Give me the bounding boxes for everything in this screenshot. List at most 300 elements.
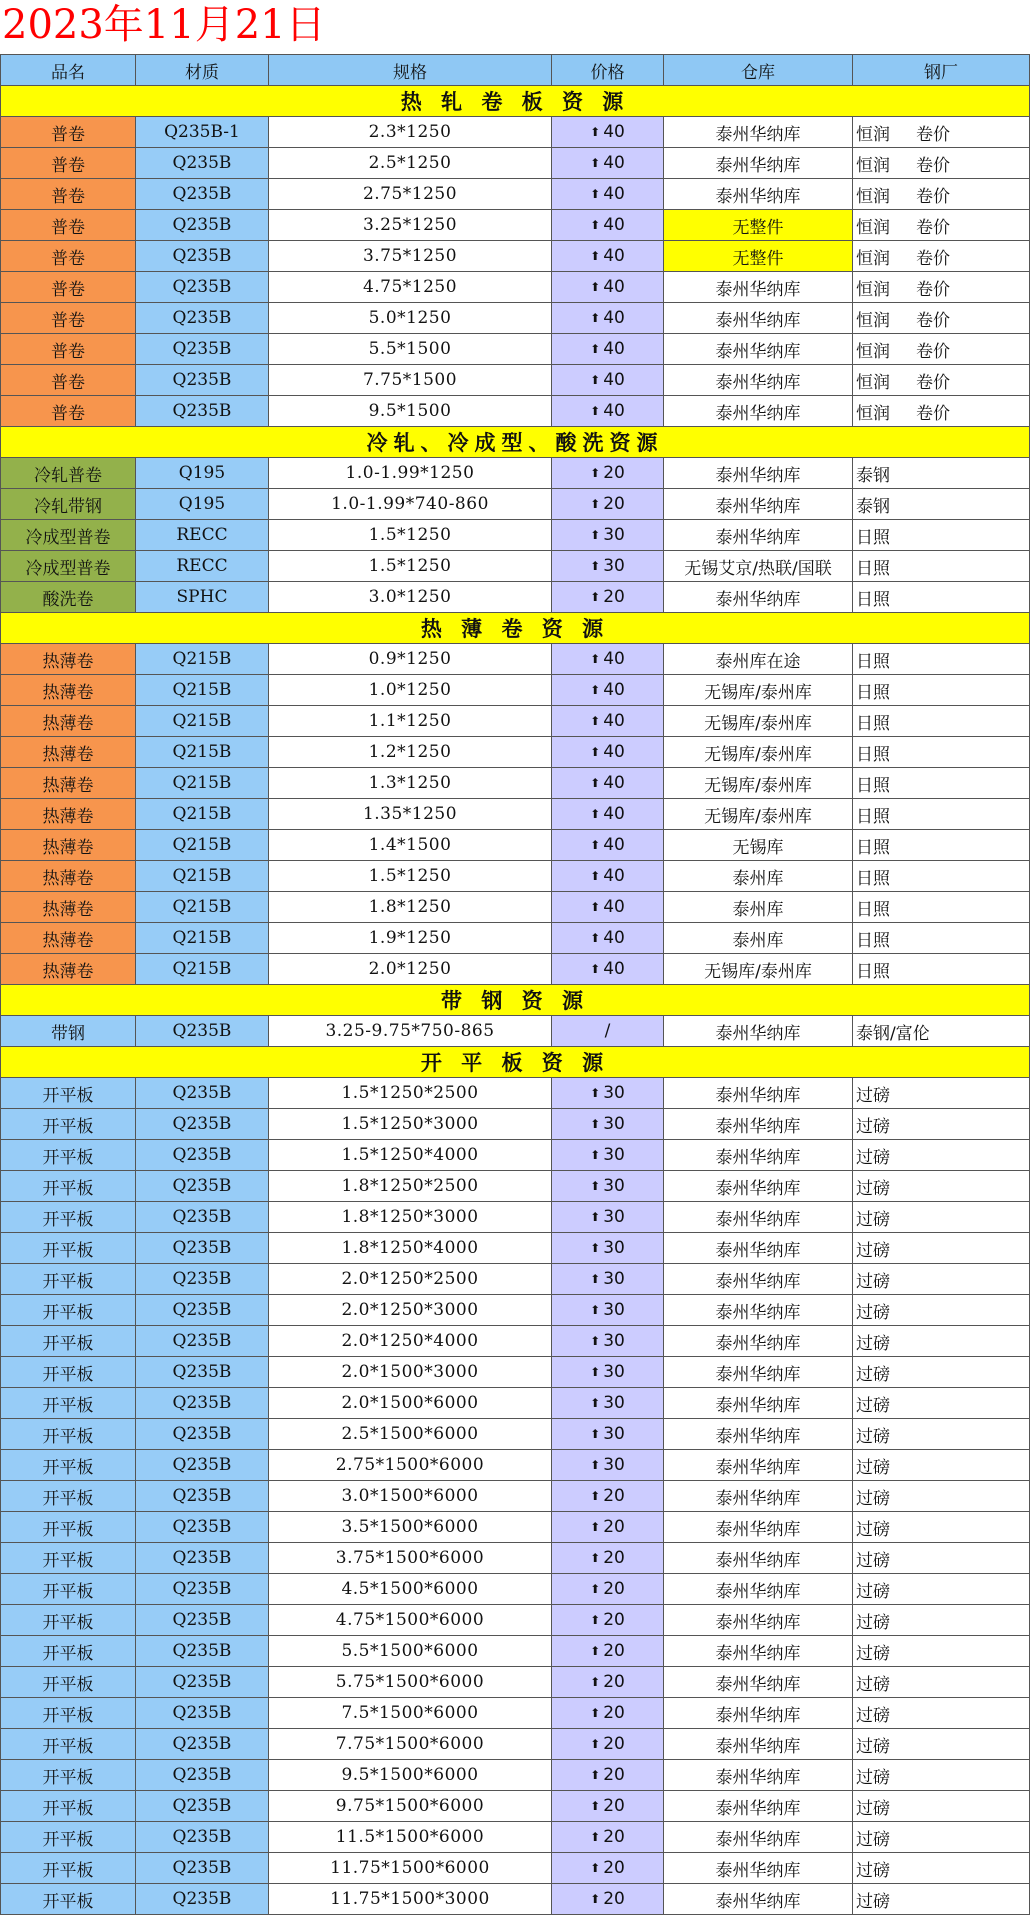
spec-cell: 5.5*1500 bbox=[269, 334, 552, 365]
warehouse-cell: 泰州华纳库 bbox=[664, 1295, 853, 1326]
material-cell: Q195 bbox=[136, 489, 269, 520]
table-row bbox=[1, 1760, 1030, 1791]
mill-name: 过磅 bbox=[856, 1581, 890, 1602]
section-title: 开 平 板 资 源 bbox=[1, 1047, 1030, 1078]
spec-cell: 4.75*1500*6000 bbox=[269, 1605, 552, 1636]
mill-name: 过磅 bbox=[856, 1271, 890, 1292]
material-cell: Q235B bbox=[136, 396, 269, 427]
material-cell: Q235B bbox=[136, 1853, 269, 1884]
up-arrow-icon: ⬆ bbox=[590, 1892, 601, 1906]
product-name-cell: 开平板 bbox=[1, 1636, 136, 1667]
price-change-value: 30 bbox=[603, 1145, 625, 1165]
table-row bbox=[1, 1078, 1030, 1109]
up-arrow-icon: ⬆ bbox=[590, 1737, 601, 1751]
table-row bbox=[1, 1636, 1030, 1667]
price-change-value: / bbox=[604, 1021, 611, 1041]
warehouse-cell: 泰州华纳库 bbox=[664, 1698, 853, 1729]
price-type-note: 卷价 bbox=[916, 186, 950, 207]
material-cell: Q235B bbox=[136, 1171, 269, 1202]
spec-cell: 3.5*1500*6000 bbox=[269, 1512, 552, 1543]
table-row bbox=[1, 1016, 1030, 1047]
warehouse-cell: 无整件 bbox=[664, 210, 853, 241]
price-change-cell bbox=[552, 458, 664, 489]
mill-cell bbox=[853, 954, 1030, 985]
spec-cell: 2.0*1250*2500 bbox=[269, 1264, 552, 1295]
up-arrow-icon: ⬆ bbox=[590, 187, 601, 201]
product-name-cell: 开平板 bbox=[1, 1698, 136, 1729]
spec-cell: 1.5*1250 bbox=[269, 551, 552, 582]
up-arrow-icon: ⬆ bbox=[590, 900, 601, 914]
mill-cell bbox=[853, 923, 1030, 954]
warehouse-cell: 泰州华纳库 bbox=[664, 1202, 853, 1233]
header-price: 价格 bbox=[552, 55, 664, 86]
price-change-cell bbox=[552, 210, 664, 241]
table-row bbox=[1, 1202, 1030, 1233]
header-material: 材质 bbox=[136, 55, 269, 86]
up-arrow-icon: ⬆ bbox=[590, 497, 601, 511]
warehouse-cell: 泰州华纳库 bbox=[664, 1636, 853, 1667]
mill-name: 恒润 bbox=[856, 248, 890, 269]
price-change-value: 20 bbox=[603, 1858, 625, 1878]
warehouse-cell: 泰州华纳库 bbox=[664, 1264, 853, 1295]
price-change-value: 40 bbox=[603, 959, 625, 979]
spec-cell: 1.0*1250 bbox=[269, 675, 552, 706]
table-row bbox=[1, 551, 1030, 582]
mill-cell bbox=[853, 1884, 1030, 1915]
price-change-cell bbox=[552, 520, 664, 551]
price-change-cell bbox=[552, 799, 664, 830]
warehouse-cell: 泰州华纳库 bbox=[664, 1605, 853, 1636]
section-header-row bbox=[1, 985, 1030, 1016]
mill-name: 过磅 bbox=[856, 1302, 890, 1323]
price-table bbox=[0, 54, 1030, 1915]
price-change-value: 20 bbox=[603, 1548, 625, 1568]
up-arrow-icon: ⬆ bbox=[590, 714, 601, 728]
table-row bbox=[1, 1326, 1030, 1357]
table-row bbox=[1, 1109, 1030, 1140]
price-type-note: 卷价 bbox=[916, 403, 950, 424]
up-arrow-icon: ⬆ bbox=[590, 776, 601, 790]
warehouse-cell: 泰州华纳库 bbox=[664, 1667, 853, 1698]
price-change-cell bbox=[552, 1171, 664, 1202]
up-arrow-icon: ⬆ bbox=[590, 218, 601, 232]
warehouse-cell: 泰州华纳库 bbox=[664, 1512, 853, 1543]
price-change-cell bbox=[552, 644, 664, 675]
mill-name: 日照 bbox=[856, 744, 890, 765]
mill-name: 过磅 bbox=[856, 1240, 890, 1261]
table-row bbox=[1, 458, 1030, 489]
mill-name: 过磅 bbox=[856, 1457, 890, 1478]
table-row bbox=[1, 303, 1030, 334]
warehouse-cell: 泰州华纳库 bbox=[664, 1078, 853, 1109]
mill-cell bbox=[853, 551, 1030, 582]
material-cell: Q235B bbox=[136, 1233, 269, 1264]
spec-cell: 1.5*1250 bbox=[269, 520, 552, 551]
material-cell: Q235B bbox=[136, 1016, 269, 1047]
table-row bbox=[1, 1822, 1030, 1853]
price-change-value: 40 bbox=[603, 277, 625, 297]
up-arrow-icon: ⬆ bbox=[590, 1117, 601, 1131]
mill-name: 日照 bbox=[856, 868, 890, 889]
mill-cell bbox=[853, 1171, 1030, 1202]
spec-cell: 5.5*1500*6000 bbox=[269, 1636, 552, 1667]
product-name-cell: 开平板 bbox=[1, 1078, 136, 1109]
mill-name: 恒润 bbox=[856, 372, 890, 393]
table-row bbox=[1, 675, 1030, 706]
mill-name: 过磅 bbox=[856, 1767, 890, 1788]
product-name-cell: 普卷 bbox=[1, 303, 136, 334]
price-change-value: 20 bbox=[603, 1610, 625, 1630]
up-arrow-icon: ⬆ bbox=[590, 590, 601, 604]
header-name: 品名 bbox=[1, 55, 136, 86]
price-change-value: 20 bbox=[603, 587, 625, 607]
price-change-value: 40 bbox=[603, 897, 625, 917]
table-row bbox=[1, 892, 1030, 923]
product-name-cell: 开平板 bbox=[1, 1264, 136, 1295]
price-change-cell bbox=[552, 1760, 664, 1791]
material-cell: Q235B bbox=[136, 1109, 269, 1140]
mill-name: 恒润 bbox=[856, 403, 890, 424]
up-arrow-icon: ⬆ bbox=[590, 1644, 601, 1658]
mill-name: 日照 bbox=[856, 682, 890, 703]
product-name-cell: 热薄卷 bbox=[1, 737, 136, 768]
table-row bbox=[1, 644, 1030, 675]
mill-name: 过磅 bbox=[856, 1643, 890, 1664]
product-name-cell: 开平板 bbox=[1, 1326, 136, 1357]
price-change-value: 30 bbox=[603, 1269, 625, 1289]
warehouse-cell: 泰州华纳库 bbox=[664, 1543, 853, 1574]
price-change-cell bbox=[552, 1388, 664, 1419]
material-cell: Q195 bbox=[136, 458, 269, 489]
mill-name: 过磅 bbox=[856, 1550, 890, 1571]
price-type-note: 卷价 bbox=[916, 372, 950, 393]
product-name-cell: 开平板 bbox=[1, 1574, 136, 1605]
spec-cell: 1.0-1.99*1250 bbox=[269, 458, 552, 489]
price-change-value: 40 bbox=[603, 184, 625, 204]
mill-cell bbox=[853, 334, 1030, 365]
warehouse-cell: 泰州华纳库 bbox=[664, 334, 853, 365]
spec-cell: 1.8*1250*2500 bbox=[269, 1171, 552, 1202]
material-cell: Q235B bbox=[136, 1388, 269, 1419]
up-arrow-icon: ⬆ bbox=[590, 652, 601, 666]
warehouse-cell: 泰州华纳库 bbox=[664, 117, 853, 148]
price-change-value: 40 bbox=[603, 308, 625, 328]
mill-name: 日照 bbox=[856, 558, 890, 579]
warehouse-cell: 无锡库/泰州库 bbox=[664, 706, 853, 737]
product-name-cell: 开平板 bbox=[1, 1729, 136, 1760]
spec-cell: 1.3*1250 bbox=[269, 768, 552, 799]
product-name-cell: 开平板 bbox=[1, 1357, 136, 1388]
warehouse-cell: 泰州华纳库 bbox=[664, 1109, 853, 1140]
product-name-cell: 开平板 bbox=[1, 1450, 136, 1481]
spec-cell: 1.4*1500 bbox=[269, 830, 552, 861]
table-row bbox=[1, 861, 1030, 892]
spec-cell: 1.1*1250 bbox=[269, 706, 552, 737]
price-change-cell bbox=[552, 241, 664, 272]
price-change-cell bbox=[552, 1822, 664, 1853]
table-row bbox=[1, 923, 1030, 954]
price-change-cell bbox=[552, 768, 664, 799]
mill-cell bbox=[853, 241, 1030, 272]
material-cell: Q235B bbox=[136, 1450, 269, 1481]
price-change-value: 20 bbox=[603, 463, 625, 483]
price-change-value: 40 bbox=[603, 773, 625, 793]
material-cell: SPHC bbox=[136, 582, 269, 613]
up-arrow-icon: ⬆ bbox=[590, 1613, 601, 1627]
material-cell: Q215B bbox=[136, 768, 269, 799]
table-row bbox=[1, 520, 1030, 551]
product-name-cell: 普卷 bbox=[1, 365, 136, 396]
table-row bbox=[1, 117, 1030, 148]
material-cell: Q235B bbox=[136, 1884, 269, 1915]
up-arrow-icon: ⬆ bbox=[590, 1241, 601, 1255]
product-name-cell: 开平板 bbox=[1, 1667, 136, 1698]
price-change-value: 40 bbox=[603, 680, 625, 700]
mill-name: 过磅 bbox=[856, 1519, 890, 1540]
spec-cell: 3.0*1250 bbox=[269, 582, 552, 613]
price-change-value: 30 bbox=[603, 1424, 625, 1444]
warehouse-cell: 泰州华纳库 bbox=[664, 303, 853, 334]
warehouse-cell: 泰州华纳库 bbox=[664, 1760, 853, 1791]
warehouse-cell: 泰州华纳库 bbox=[664, 1171, 853, 1202]
price-type-note: 卷价 bbox=[916, 155, 950, 176]
warehouse-cell: 泰州华纳库 bbox=[664, 1357, 853, 1388]
mill-name: 过磅 bbox=[856, 1116, 890, 1137]
mill-name: 过磅 bbox=[856, 1674, 890, 1695]
mill-name: 泰钢 bbox=[856, 465, 890, 486]
warehouse-cell: 泰州华纳库 bbox=[664, 1574, 853, 1605]
mill-name: 日照 bbox=[856, 713, 890, 734]
product-name-cell: 热薄卷 bbox=[1, 675, 136, 706]
up-arrow-icon: ⬆ bbox=[590, 1489, 601, 1503]
up-arrow-icon: ⬆ bbox=[590, 1365, 601, 1379]
up-arrow-icon: ⬆ bbox=[590, 931, 601, 945]
spec-cell: 2.0*1250*3000 bbox=[269, 1295, 552, 1326]
table-row bbox=[1, 179, 1030, 210]
spec-cell: 1.2*1250 bbox=[269, 737, 552, 768]
price-change-cell bbox=[552, 148, 664, 179]
mill-name: 过磅 bbox=[856, 1085, 890, 1106]
table-row bbox=[1, 489, 1030, 520]
price-change-cell bbox=[552, 1326, 664, 1357]
table-row bbox=[1, 365, 1030, 396]
mill-name: 过磅 bbox=[856, 1705, 890, 1726]
product-name-cell: 热薄卷 bbox=[1, 954, 136, 985]
material-cell: Q235B bbox=[136, 1140, 269, 1171]
material-cell: Q215B bbox=[136, 892, 269, 923]
table-row bbox=[1, 148, 1030, 179]
price-change-cell bbox=[552, 861, 664, 892]
up-arrow-icon: ⬆ bbox=[590, 962, 601, 976]
mill-name: 过磅 bbox=[856, 1891, 890, 1912]
price-change-cell bbox=[552, 1109, 664, 1140]
section-header-row bbox=[1, 427, 1030, 458]
price-change-cell bbox=[552, 1791, 664, 1822]
price-change-cell bbox=[552, 1357, 664, 1388]
up-arrow-icon: ⬆ bbox=[590, 1396, 601, 1410]
price-change-value: 30 bbox=[603, 1238, 625, 1258]
up-arrow-icon: ⬆ bbox=[590, 1210, 601, 1224]
price-change-cell bbox=[552, 272, 664, 303]
price-type-note: 卷价 bbox=[916, 341, 950, 362]
product-name-cell: 普卷 bbox=[1, 334, 136, 365]
mill-name: 恒润 bbox=[856, 310, 890, 331]
up-arrow-icon: ⬆ bbox=[590, 404, 601, 418]
price-change-cell bbox=[552, 1698, 664, 1729]
price-change-cell bbox=[552, 954, 664, 985]
warehouse-cell: 泰州华纳库 bbox=[664, 489, 853, 520]
material-cell: Q235B bbox=[136, 1574, 269, 1605]
up-arrow-icon: ⬆ bbox=[590, 1675, 601, 1689]
mill-name: 恒润 bbox=[856, 124, 890, 145]
spec-cell: 1.8*1250 bbox=[269, 892, 552, 923]
spec-cell: 5.75*1500*6000 bbox=[269, 1667, 552, 1698]
up-arrow-icon: ⬆ bbox=[590, 466, 601, 480]
price-type-note: 卷价 bbox=[916, 124, 950, 145]
table-row bbox=[1, 1295, 1030, 1326]
header-warehouse: 仓库 bbox=[664, 55, 853, 86]
price-change-value: 40 bbox=[603, 742, 625, 762]
warehouse-cell: 泰州华纳库 bbox=[664, 1140, 853, 1171]
mill-cell bbox=[853, 675, 1030, 706]
warehouse-cell: 泰州库在途 bbox=[664, 644, 853, 675]
price-change-value: 40 bbox=[603, 122, 625, 142]
product-name-cell: 开平板 bbox=[1, 1419, 136, 1450]
warehouse-cell: 泰州华纳库 bbox=[664, 365, 853, 396]
mill-cell bbox=[853, 1388, 1030, 1419]
price-type-note: 卷价 bbox=[916, 279, 950, 300]
warehouse-cell: 泰州华纳库 bbox=[664, 272, 853, 303]
up-arrow-icon: ⬆ bbox=[590, 1799, 601, 1813]
material-cell: Q235B bbox=[136, 334, 269, 365]
price-change-value: 40 bbox=[603, 711, 625, 731]
warehouse-cell: 无锡库/泰州库 bbox=[664, 954, 853, 985]
section-header-row bbox=[1, 613, 1030, 644]
section-title: 热 薄 卷 资 源 bbox=[1, 613, 1030, 644]
mill-cell bbox=[853, 210, 1030, 241]
price-change-value: 20 bbox=[603, 1703, 625, 1723]
warehouse-cell: 泰州华纳库 bbox=[664, 520, 853, 551]
mill-cell bbox=[853, 1543, 1030, 1574]
mill-name: 恒润 bbox=[856, 279, 890, 300]
product-name-cell: 开平板 bbox=[1, 1791, 136, 1822]
material-cell: Q235B bbox=[136, 303, 269, 334]
product-name-cell: 热薄卷 bbox=[1, 768, 136, 799]
price-change-value: 20 bbox=[603, 1827, 625, 1847]
spec-cell: 7.75*1500*6000 bbox=[269, 1729, 552, 1760]
product-name-cell: 开平板 bbox=[1, 1760, 136, 1791]
price-change-value: 30 bbox=[603, 1331, 625, 1351]
mill-cell bbox=[853, 396, 1030, 427]
spec-cell: 7.5*1500*6000 bbox=[269, 1698, 552, 1729]
product-name-cell: 普卷 bbox=[1, 272, 136, 303]
price-change-value: 40 bbox=[603, 215, 625, 235]
spec-cell: 3.25-9.75*750-865 bbox=[269, 1016, 552, 1047]
material-cell: RECC bbox=[136, 520, 269, 551]
up-arrow-icon: ⬆ bbox=[590, 249, 601, 263]
price-change-value: 30 bbox=[603, 525, 625, 545]
mill-cell bbox=[853, 489, 1030, 520]
price-change-value: 20 bbox=[603, 1765, 625, 1785]
material-cell: Q215B bbox=[136, 923, 269, 954]
mill-cell bbox=[853, 1419, 1030, 1450]
spec-cell: 3.0*1500*6000 bbox=[269, 1481, 552, 1512]
product-name-cell: 普卷 bbox=[1, 148, 136, 179]
price-change-cell bbox=[552, 706, 664, 737]
warehouse-cell: 泰州华纳库 bbox=[664, 1233, 853, 1264]
price-change-value: 30 bbox=[603, 1455, 625, 1475]
mill-cell bbox=[853, 706, 1030, 737]
warehouse-cell: 泰州华纳库 bbox=[664, 582, 853, 613]
mill-cell bbox=[853, 1109, 1030, 1140]
price-change-value: 20 bbox=[603, 1579, 625, 1599]
table-row bbox=[1, 1264, 1030, 1295]
section-header-row bbox=[1, 86, 1030, 117]
warehouse-cell: 泰州华纳库 bbox=[664, 1326, 853, 1357]
warehouse-cell: 无锡库/泰州库 bbox=[664, 737, 853, 768]
mill-name: 过磅 bbox=[856, 1426, 890, 1447]
mill-cell bbox=[853, 582, 1030, 613]
warehouse-cell: 无锡库/泰州库 bbox=[664, 675, 853, 706]
spec-cell: 1.35*1250 bbox=[269, 799, 552, 830]
material-cell: Q235B bbox=[136, 1357, 269, 1388]
product-name-cell: 酸洗卷 bbox=[1, 582, 136, 613]
price-type-note: 卷价 bbox=[916, 310, 950, 331]
up-arrow-icon: ⬆ bbox=[590, 1861, 601, 1875]
price-change-value: 40 bbox=[603, 370, 625, 390]
price-change-value: 40 bbox=[603, 153, 625, 173]
product-name-cell: 冷成型普卷 bbox=[1, 520, 136, 551]
product-name-cell: 开平板 bbox=[1, 1202, 136, 1233]
price-change-value: 40 bbox=[603, 246, 625, 266]
up-arrow-icon: ⬆ bbox=[590, 807, 601, 821]
mill-name: 过磅 bbox=[856, 1333, 890, 1354]
mill-cell bbox=[853, 644, 1030, 675]
price-change-cell bbox=[552, 1543, 664, 1574]
price-change-cell bbox=[552, 830, 664, 861]
mill-cell bbox=[853, 1667, 1030, 1698]
price-change-cell bbox=[552, 582, 664, 613]
warehouse-cell: 泰州华纳库 bbox=[664, 179, 853, 210]
up-arrow-icon: ⬆ bbox=[590, 1303, 601, 1317]
material-cell: Q235B bbox=[136, 1760, 269, 1791]
material-cell: Q235B bbox=[136, 210, 269, 241]
product-name-cell: 开平板 bbox=[1, 1853, 136, 1884]
up-arrow-icon: ⬆ bbox=[590, 1551, 601, 1565]
table-row bbox=[1, 1729, 1030, 1760]
price-change-cell bbox=[552, 737, 664, 768]
product-name-cell: 冷轧带钢 bbox=[1, 489, 136, 520]
mill-name: 泰钢/富伦 bbox=[856, 1023, 930, 1044]
table-row bbox=[1, 830, 1030, 861]
mill-name: 恒润 bbox=[856, 341, 890, 362]
price-change-cell bbox=[552, 489, 664, 520]
mill-name: 日照 bbox=[856, 775, 890, 796]
price-change-value: 30 bbox=[603, 1207, 625, 1227]
price-change-cell bbox=[552, 892, 664, 923]
material-cell: Q235B bbox=[136, 1202, 269, 1233]
product-name-cell: 热薄卷 bbox=[1, 644, 136, 675]
mill-name: 过磅 bbox=[856, 1488, 890, 1509]
product-name-cell: 开平板 bbox=[1, 1481, 136, 1512]
warehouse-cell: 泰州华纳库 bbox=[664, 1884, 853, 1915]
mill-cell bbox=[853, 1481, 1030, 1512]
page-title: 2023年11月21日 bbox=[2, 2, 326, 48]
warehouse-cell: 无锡库 bbox=[664, 830, 853, 861]
price-change-cell bbox=[552, 117, 664, 148]
mill-name: 日照 bbox=[856, 651, 890, 672]
product-name-cell: 冷轧普卷 bbox=[1, 458, 136, 489]
